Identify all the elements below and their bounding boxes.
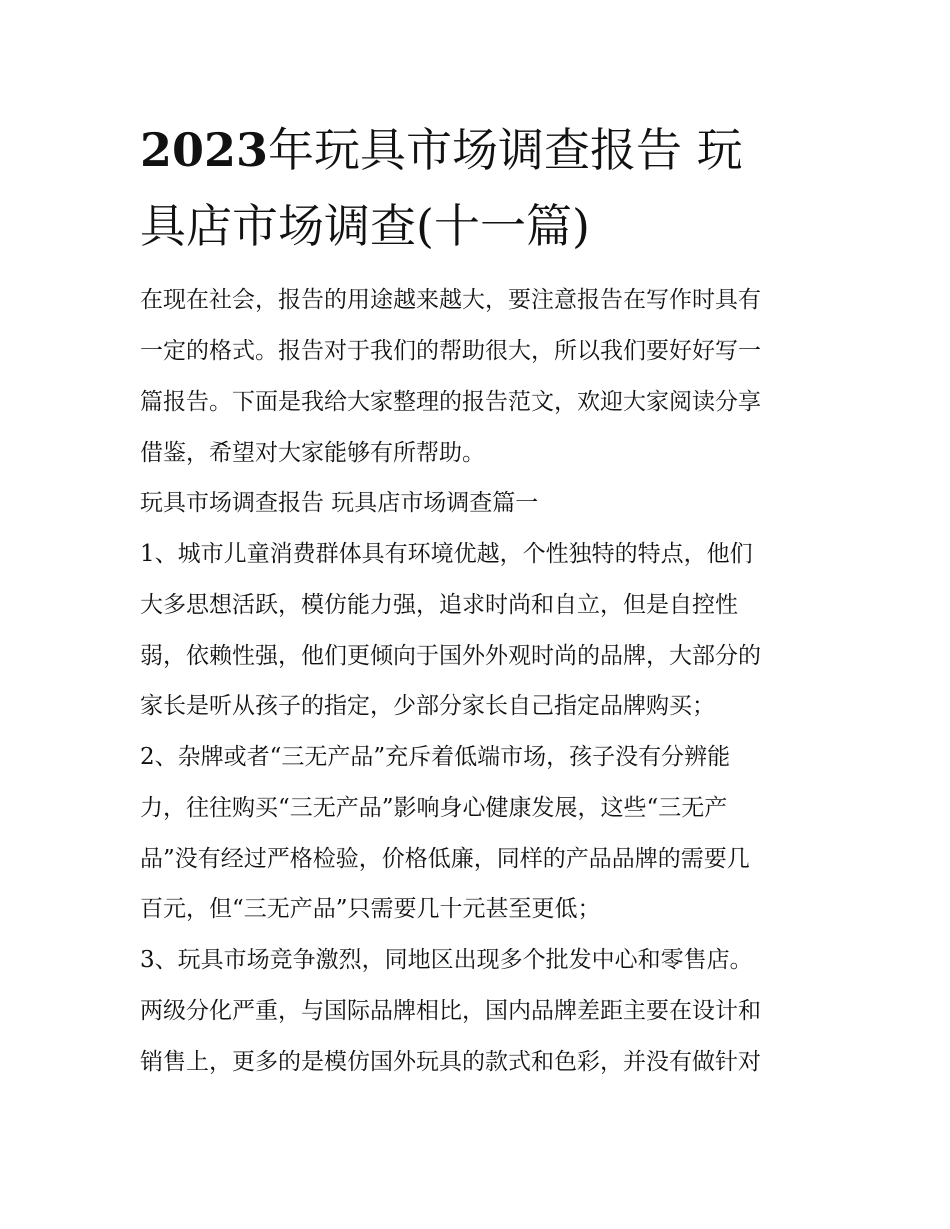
item-3-line-2: 两级分化严重，与国际品牌相比，国内品牌差距主要在设计和 [140, 998, 761, 1024]
document-title [140, 112, 820, 264]
item-2-line-4: 百元，但“三无产品”只需要几十元甚至更低； [140, 896, 601, 922]
title-line-1-text: 年玩具市场调查报告 玩 [268, 123, 743, 177]
item-2-line-1: 2、杂牌或者“三无产品”充斥着低端市场，孩子没有分辨能 [140, 744, 731, 770]
intro-line-4: 借鉴，希望对大家能够有所帮助。 [140, 440, 485, 466]
item-1-line-4: 家长是听从孩子的指定，少部分家长自己指定品牌购买； [140, 693, 715, 719]
section-heading: 玩具市场调查报告 玩具店市场调查篇一 [140, 490, 539, 516]
title-year: 2023 [140, 123, 269, 177]
item-1-line-3: 弱，依赖性强，他们更倾向于国外外观时尚的品牌，大部分的 [140, 643, 761, 669]
title-line-2: 具店市场调查(十一篇) [140, 199, 590, 253]
intro-line-2: 一定的格式。报告对于我们的帮助很大，所以我们要好好写一 [140, 338, 761, 364]
intro-line-3: 篇报告。下面是我给大家整理的报告范文，欢迎大家阅读分享 [140, 389, 761, 415]
item-1-line-1: 1、城市儿童消费群体具有环境优越，个性独特的特点，他们 [140, 541, 753, 567]
title-line-1 [140, 112, 820, 188]
item-2-line-3: 品”没有经过严格检验，价格低廉，同样的产品品牌的需要几 [140, 846, 750, 872]
item-1-line-2: 大多思想活跃，模仿能力强，追求时尚和自立，但是自控性 [140, 592, 738, 618]
item-2-line-2: 力，往往购买“三无产品”影响身心健康发展，这些“三无产 [140, 795, 728, 821]
item-3-line-1: 3、玩具市场竞争激烈，同地区出现多个批发中心和零售店。 [140, 947, 753, 973]
intro-line-1: 在现在社会，报告的用途越来越大，要注意报告在写作时具有 [140, 287, 761, 313]
item-3-line-3: 销售上，更多的是模仿国外玩具的款式和色彩，并没有做针对 [140, 1049, 761, 1075]
